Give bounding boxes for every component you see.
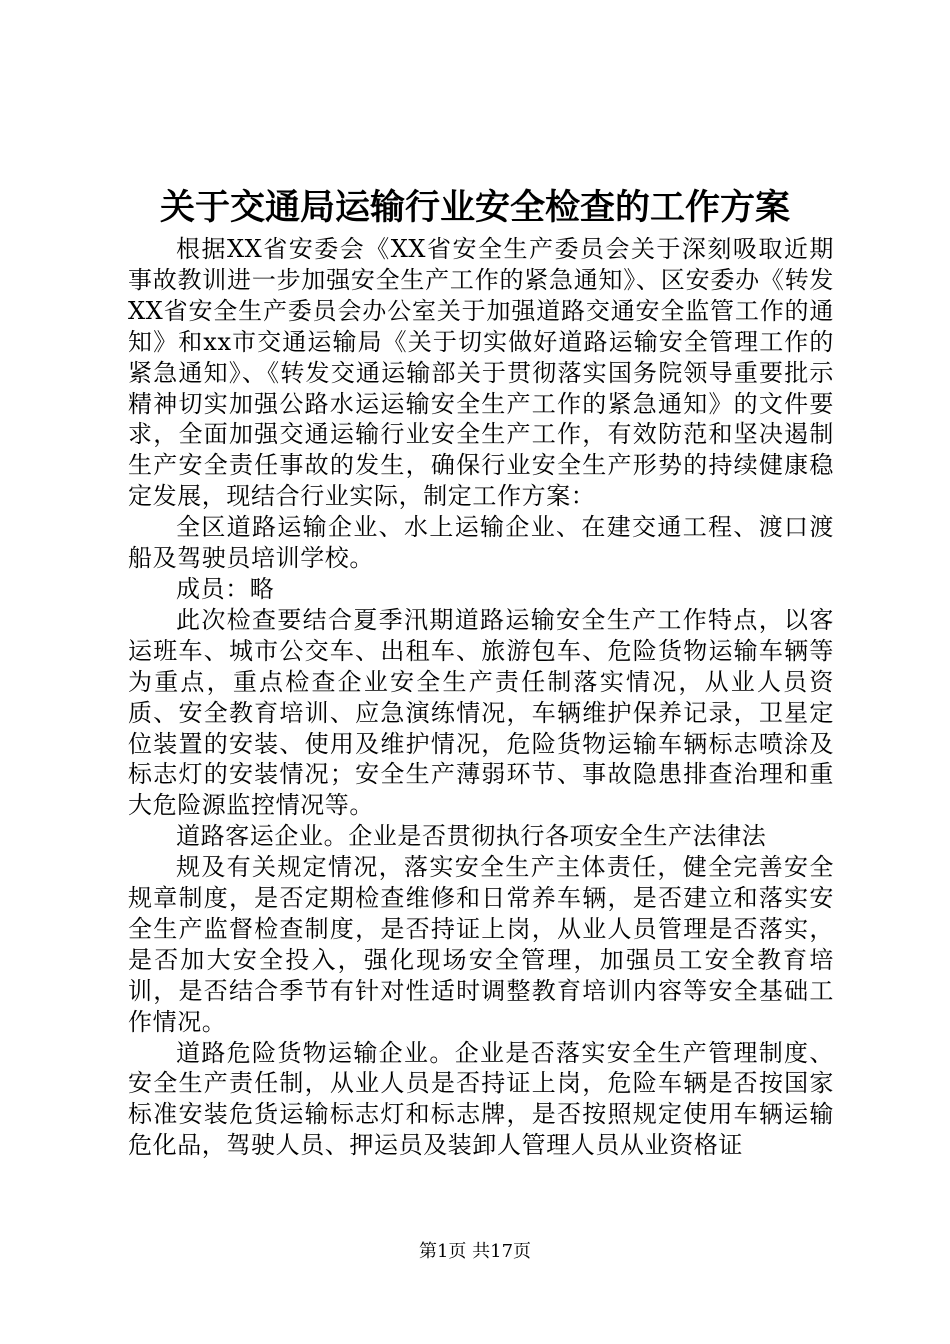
page-number-footer: 第1页 共17页 [418,1241,532,1262]
paragraph-scope: 全区道路运输企业、水上运输企业、在建交通工程、渡口渡船及驾驶员培训学校。 [128,513,834,573]
paragraph-dangerous-goods: 道路危险货物运输企业。企业是否落实安全生产管理制度、安全生产责任制，从业人员是否持证上岗，危险车辆是否按国家标准安装危货运输标志灯和标志牌，是否按照规定使用车辆运输危化品，驾驶人员、押运员及装卸人管理人员从业资格证 [128,1038,834,1160]
document-title: 关于交通局运输行业安全检查的工作方案 [159,188,790,228]
paragraph-regulations: 规及有关规定情况，落实安全生产主体责任，健全完善安全规章制度，是否定期检查维修和日常养车辆，是否建立和落实安全生产监督检查制度，是否持证上岗，从业人员管理是否落实，是否加大安全投入，强化现场安全管理，加强员工安全教育培训，是否结合季节有针对性适时调整教育培训内容等安全基础工作情况。 [128,853,834,1036]
paragraph-basis: 根据XX省安委会《XX省安全生产委员会关于深刻吸取近期事故教训进一步加强安全生产工作的紧急通知》、区安委办《转发XX省安全生产委员会办公室关于加强道路交通安全监管工作的通知》和xx市交通运输局《关于切实做好道路运输安全管理工作的紧急通知》、《转发交通运输部关于贯彻落实国务院领导重要批示精神切实加强公路水运运输安全生产工作的紧急通知》的文件要求，全面加强交通运输行业安全生产工作，有效防范和坚决遏制生产安全责任事故的发生，确保行业安全生产形势的持续健康稳定发展，现结合行业实际，制定工作方案： [128,235,834,511]
paragraph-passenger-transport: 道路客运企业。企业是否贯彻执行各项安全生产法律法 [176,822,767,851]
paragraph-members: 成员：略 [176,574,275,603]
document-body [128,234,834,1161]
paragraph-inspection-focus: 此次检查要结合夏季汛期道路运输安全生产工作特点，以客运班车、城市公交车、出租车、旅游包车、危险货物运输车辆等为重点，重点检查企业安全生产责任制落实情况，从业人员资质、安全教育培训、应急演练情况，车辆维护保养记录，卫星定位装置的安装、使用及维护情况，危险货物运输车辆标志喷涂及标志灯的安装情况；安全生产薄弱环节、事故隐患排查治理和重大危险源监控情况等。 [128,605,834,820]
